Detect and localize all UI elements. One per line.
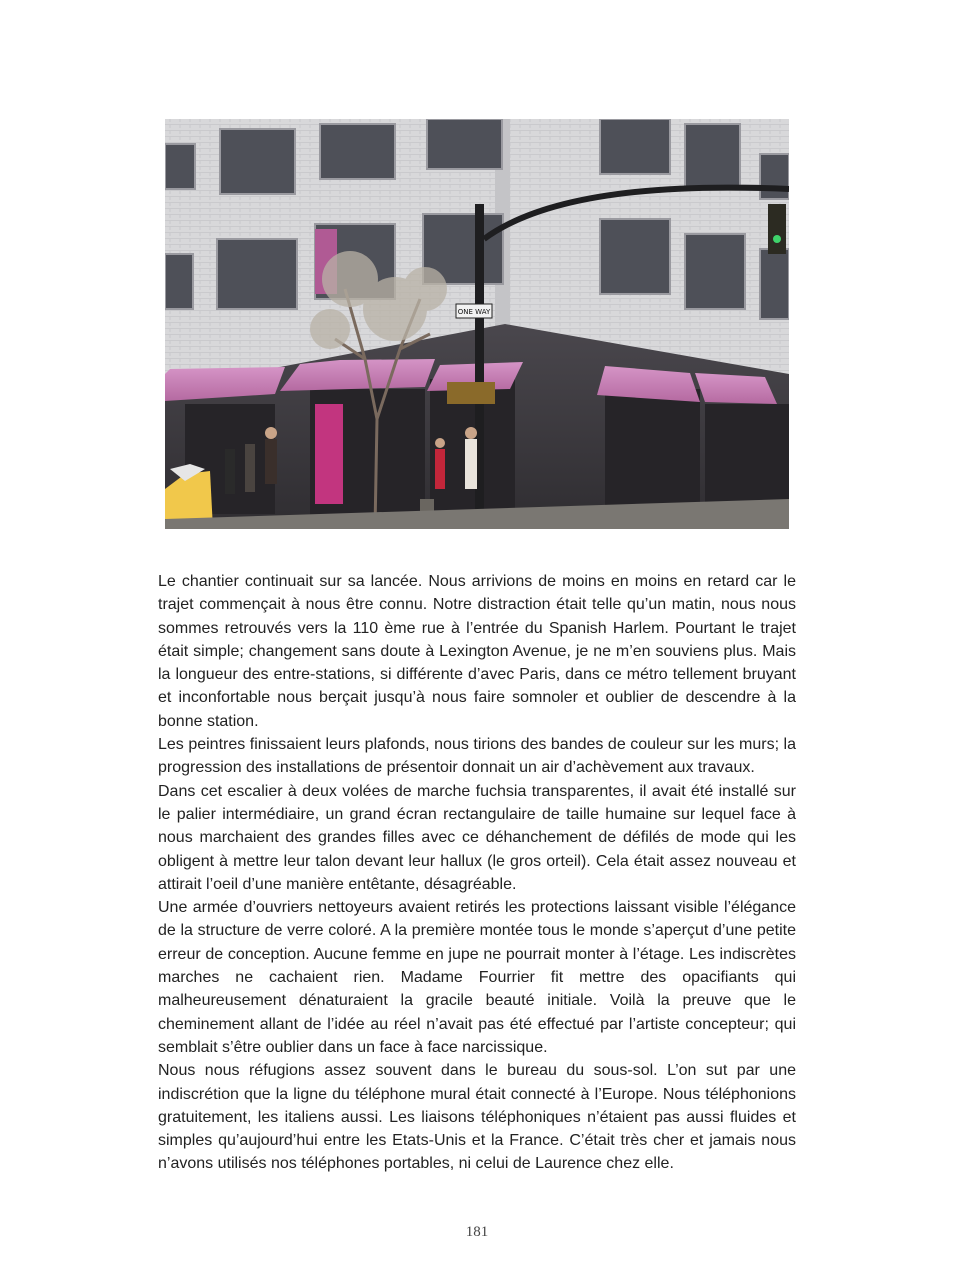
paragraph-5: Nous nous réfugions assez souvent dans le bureau du sous-sol. L’on sut par une indiscrétion que la ligne du téléphone mural était connecté à l’Europe. Nous téléphonions gratuitement, les italiens aussi. Les liaisons téléphoniques n’étaient pas aussi fluides et simples qu’aujourd’hui entre les Etats-Unis et la France. C’était très cher et jamais nous n’avons utilisés nos téléphones portables, ni celui de Laurence chez elle. — [158, 1062, 796, 1173]
paragraph-2: Les peintres finissaient leurs plafonds, nous tirions des bandes de couleur sur les murs; la progression des installations de présentoir donnait un air d’achèvement aux travaux. — [158, 736, 796, 777]
street-sign-text: ONE WAY — [457, 308, 491, 316]
storefront-image — [165, 119, 789, 529]
paragraph-3: Dans cet escalier à deux volées de marche fuchsia transparentes, il avait été installé sur le palier intermédiaire, un grand écran rectangulaire de taille humaine sur lequel face à nous marchaient des grandes filles avec ce déhanchement de défilés de mode qui les obligent à mettre leur talon devant leur hallux (le gros orteil). Cela était assez nouveau et attirait l’oeil d’une manière entêtante, désagréable. — [158, 782, 796, 893]
body-text — [158, 570, 796, 1176]
street-photo — [165, 119, 789, 529]
paragraph-1: Le chantier continuait sur sa lancée. Nous arrivions de moins en moins en retard car le trajet commençait à nous être connu. Notre distraction était telle qu’un matin, nous nous sommes retrouvés vers la 110 ème rue à l’entrée du Spanish Harlem. Pourtant le trajet était simple; changement sans doute à Lexington Avenue, je ne m’en souviens plus. Mais la longueur des entre-stations, si différente d’avec Paris, dans ce métro tellement bruyant et inconfortable nous berçait jusqu’à nous faire somnoler et oublier de descendre à la bonne station. — [158, 573, 796, 730]
page-number: 181 — [465, 1224, 489, 1240]
paragraph-4: Une armée d’ouvriers nettoyeurs avaient retirés les protections laissant visible l’élégance de la structure de verre coloré. A la première montée tous le monde s’aperçut d’une petite erreur de conception. Aucune femme en jupe ne pourrait monter à l’étage. Les indiscrètes marches ne cachaient rien. Madame Fourrier fit mettre des opacifiants qui malheureusement dénaturaient la gracile beauté initiale. Voilà la preuve que le cheminement allant de l’idée au réel n’avait pas été effectué par l’artiste concepteur; qui semblait s’être oublier dans un face à face narcissique. — [158, 899, 796, 1056]
